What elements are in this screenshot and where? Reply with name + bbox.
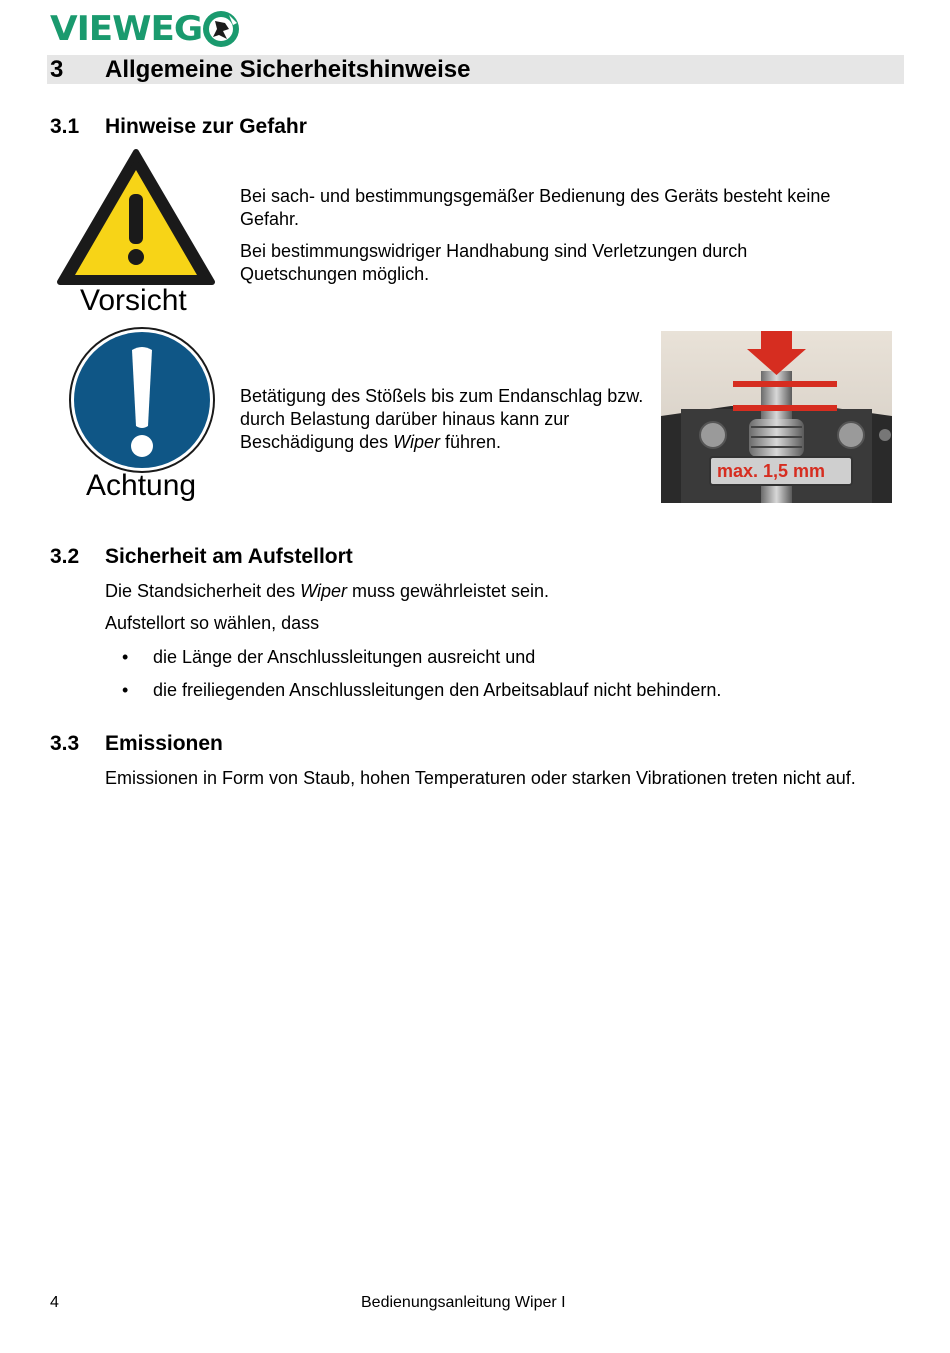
company-logo xyxy=(50,8,241,50)
section-title: Emissionen xyxy=(105,732,223,755)
product-name-italic: Wiper xyxy=(393,432,440,452)
stability-text-end: muss gewährleistet sein. xyxy=(346,581,550,601)
exclamation-circle-icon xyxy=(66,326,226,476)
warning-triangle-icon xyxy=(56,148,216,286)
caution-text: Betätigung des Stößels bis zum Endanschlag bzw. durch Belastung darüber hinaus kann zur Beschädigung des xyxy=(240,386,644,452)
section-number: 3.2 xyxy=(50,545,80,568)
footer-document-title: Bedienungsanleitung Wiper I xyxy=(361,1294,566,1311)
chapter-number: 3 xyxy=(50,56,64,83)
warning-sign xyxy=(56,148,216,320)
warning-sign-label: Vorsicht xyxy=(80,284,187,317)
chapter-title: Allgemeine Sicherheitshinweise xyxy=(105,56,471,83)
stability-paragraph xyxy=(105,580,549,603)
stability-text: Die Standsicherheit des xyxy=(105,581,301,601)
plunger-stroke-photo xyxy=(661,331,892,503)
product-name-italic: Wiper xyxy=(300,581,347,601)
warning-paragraph-1: Bei sach- und bestimmungsgemäßer Bedienung des Geräts besteht keine Gefahr. xyxy=(240,186,831,229)
location-paragraph: Aufstellort so wählen, dass xyxy=(105,613,320,633)
caution-text-end: führen. xyxy=(439,432,502,452)
section-number: 3.1 xyxy=(50,115,80,138)
logo-text: VIEWEG xyxy=(50,9,203,49)
list-item: die freiliegenden Anschlussleitungen den Arbeitsablauf nicht behindern. xyxy=(153,680,722,700)
page-number: 4 xyxy=(50,1294,59,1311)
section-title: Hinweise zur Gefahr xyxy=(105,115,307,138)
section-number: 3.3 xyxy=(50,732,80,755)
caution-sign-label: Achtung xyxy=(86,469,197,502)
section-title: Sicherheit am Aufstellort xyxy=(105,545,353,568)
caution-paragraph xyxy=(240,385,650,454)
bullet-marker: • xyxy=(122,680,129,700)
warning-paragraph-2: Bei bestimmungswidriger Handhabung sind Verletzungen durch Quetschungen möglich. xyxy=(240,241,748,284)
photo-label: max. 1,5 mm xyxy=(717,461,826,481)
caution-sign xyxy=(62,326,230,508)
logo-mark-icon xyxy=(201,9,241,49)
emissions-paragraph: Emissionen in Form von Staub, hohen Temperaturen oder starken Vibrationen treten nicht auf. xyxy=(105,768,856,788)
list-item: die Länge der Anschlussleitungen ausreicht und xyxy=(153,647,536,667)
bullet-marker: • xyxy=(122,647,129,667)
